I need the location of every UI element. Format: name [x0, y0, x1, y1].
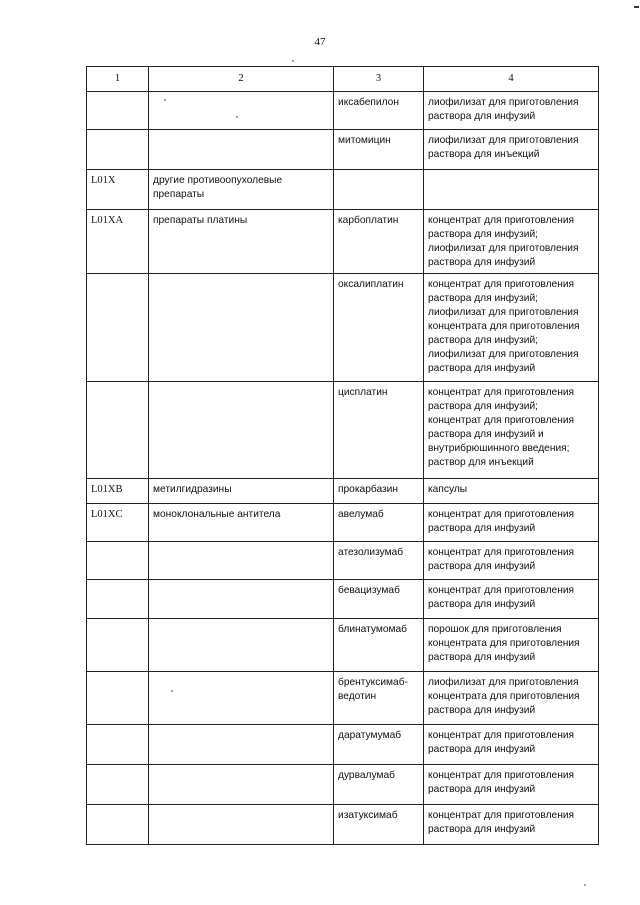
- table-row: [87, 92, 599, 130]
- drug-name-cell: оксалиплатин: [334, 274, 424, 382]
- dosage-form-cell: концентрат для приготовления раствора для инфузий; лиофилизат для приготовления раствора для инфузий: [424, 210, 599, 274]
- header-cell-4: 4: [424, 67, 599, 92]
- page-number: 47: [314, 36, 326, 48]
- group-name-cell: [149, 274, 334, 382]
- header-cell-2: 2: [149, 67, 334, 92]
- table-row: [87, 210, 599, 274]
- drug-name-cell: [334, 170, 424, 210]
- drug-name-cell: иксабепилон: [334, 92, 424, 130]
- atc-code-cell: [87, 274, 149, 382]
- drug-name-cell: блинатумомаб: [334, 619, 424, 672]
- drug-name-cell: изатуксимаб: [334, 805, 424, 845]
- dosage-form-cell: концентрат для приготовления раствора для инфузий; лиофилизат для приготовления концентрата для приготовления раствора для инфузий; лиофилизат для приготовления раствора для инфузий: [424, 274, 599, 382]
- drug-name-cell: авелумаб: [334, 504, 424, 542]
- drug-name-cell: атезолизумаб: [334, 542, 424, 580]
- dosage-form-cell: лиофилизат для приготовления концентрата для приготовления раствора для инфузий: [424, 672, 599, 725]
- atc-code-cell: L01XC: [87, 504, 149, 542]
- table-header-row: [87, 67, 599, 92]
- atc-code-cell: [87, 725, 149, 765]
- scan-speck: [634, 6, 639, 8]
- dosage-form-cell: концентрат для приготовления раствора для инфузий; концентрат для приготовления раствора для инфузий и внутрибрюшинного введения; раствор для инъекций: [424, 382, 599, 479]
- group-name-cell: метилгидразины: [149, 479, 334, 504]
- atc-code-cell: [87, 672, 149, 725]
- table-row: [87, 725, 599, 765]
- dosage-form-cell: порошок для приготовления концентрата для приготовления раствора для инфузий: [424, 619, 599, 672]
- group-name-cell: другие противоопухолевые препараты: [149, 170, 334, 210]
- group-name-cell: [149, 580, 334, 619]
- table-row: [87, 542, 599, 580]
- dosage-form-cell: лиофилизат для приготовления раствора для инъекций: [424, 130, 599, 170]
- drug-table: [86, 66, 599, 845]
- drug-name-cell: бевацизумаб: [334, 580, 424, 619]
- atc-code-cell: [87, 382, 149, 479]
- group-name-cell: [149, 672, 334, 725]
- atc-code-cell: [87, 580, 149, 619]
- scan-speck: [171, 690, 173, 692]
- dosage-form-cell: концентрат для приготовления раствора для инфузий: [424, 542, 599, 580]
- drug-name-cell: брентуксимаб- ведотин: [334, 672, 424, 725]
- dosage-form-cell: концентрат для приготовления раствора для инфузий: [424, 765, 599, 805]
- drug-name-cell: цисплатин: [334, 382, 424, 479]
- dosage-form-cell: концентрат для приготовления раствора для инфузий: [424, 580, 599, 619]
- table-row: [87, 805, 599, 845]
- atc-code-cell: [87, 92, 149, 130]
- atc-code-cell: L01X: [87, 170, 149, 210]
- group-name-cell: [149, 92, 334, 130]
- table-row: [87, 619, 599, 672]
- table-row: [87, 504, 599, 542]
- dosage-form-cell: лиофилизат для приготовления раствора для инфузий: [424, 92, 599, 130]
- table-row: [87, 382, 599, 479]
- dosage-form-cell: концентрат для приготовления раствора для инфузий: [424, 725, 599, 765]
- drug-name-cell: дурвалумаб: [334, 765, 424, 805]
- drug-name-cell: митомицин: [334, 130, 424, 170]
- dosage-form-cell: концентрат для приготовления раствора для инфузий: [424, 805, 599, 845]
- table-row: [87, 130, 599, 170]
- atc-code-cell: [87, 542, 149, 580]
- group-name-cell: препараты платины: [149, 210, 334, 274]
- table-row: [87, 170, 599, 210]
- header-cell-3: 3: [334, 67, 424, 92]
- scan-speck: [164, 99, 166, 101]
- dosage-form-cell: концентрат для приготовления раствора для инфузий: [424, 504, 599, 542]
- table-row: [87, 765, 599, 805]
- group-name-cell: [149, 382, 334, 479]
- table-row: [87, 580, 599, 619]
- group-name-cell: [149, 805, 334, 845]
- atc-code-cell: L01XA: [87, 210, 149, 274]
- group-name-cell: моноклональные антитела: [149, 504, 334, 542]
- group-name-cell: [149, 619, 334, 672]
- group-name-cell: [149, 725, 334, 765]
- atc-code-cell: [87, 805, 149, 845]
- atc-code-cell: [87, 619, 149, 672]
- group-name-cell: [149, 765, 334, 805]
- drug-name-cell: даратумумаб: [334, 725, 424, 765]
- atc-code-cell: [87, 130, 149, 170]
- atc-code-cell: L01XB: [87, 479, 149, 504]
- drug-name-cell: прокарбазин: [334, 479, 424, 504]
- table-row: [87, 479, 599, 504]
- atc-code-cell: [87, 765, 149, 805]
- dosage-form-cell: капсулы: [424, 479, 599, 504]
- scan-speck: [236, 116, 238, 118]
- scan-speck: [584, 884, 586, 886]
- dosage-form-cell: [424, 170, 599, 210]
- group-name-cell: [149, 130, 334, 170]
- scan-speck: [292, 60, 294, 62]
- group-name-cell: [149, 542, 334, 580]
- table-row: [87, 274, 599, 382]
- table-row: [87, 672, 599, 725]
- header-cell-1: 1: [87, 67, 149, 92]
- drug-name-cell: карбоплатин: [334, 210, 424, 274]
